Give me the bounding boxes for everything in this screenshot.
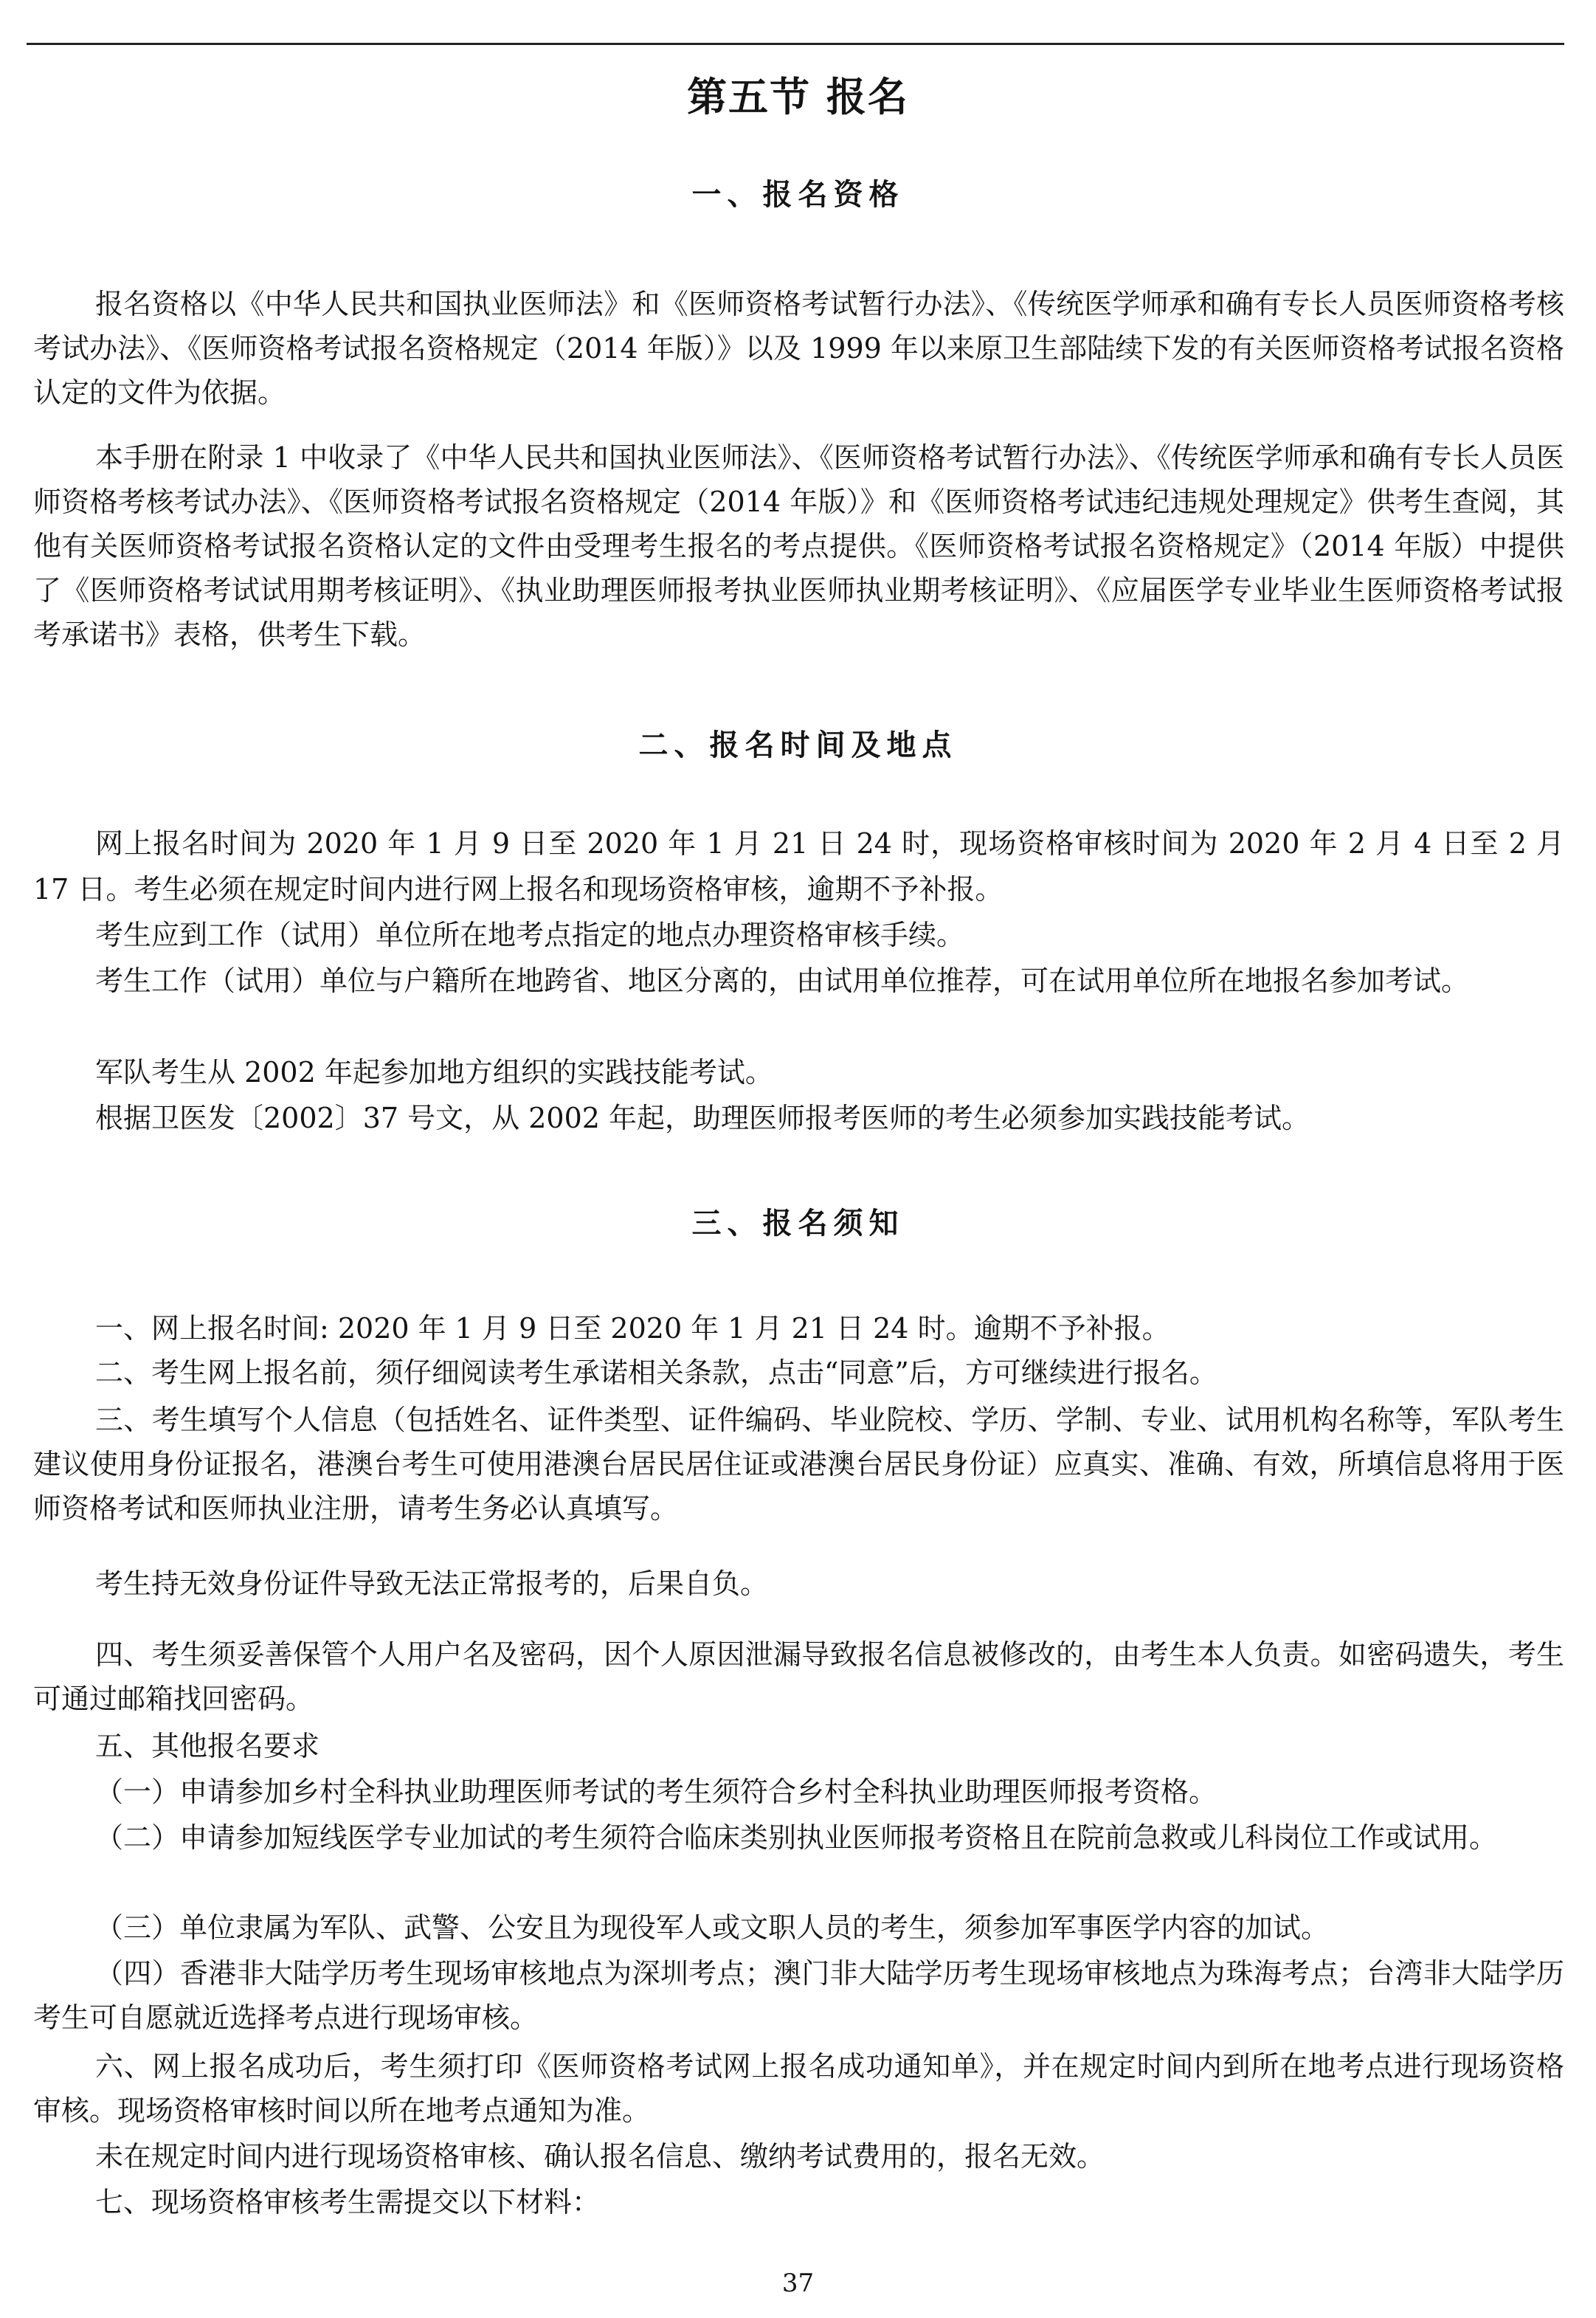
paragraph: 六、网上报名成功后，考生须打印《医师资格考试网上报名成功通知单》，并在规定时间内到所在地考点进行现场资格审核。现场资格审核时间以所在地考点通知为准。: [33, 2050, 1564, 2127]
paragraph: 根据卫医发〔2002〕37 号文，从 2002 年起，助理医师报考医师的考生必须参加实践技能考试。: [95, 1102, 1310, 1134]
paragraph: 网上报名时间为 2020 年 1 月 9 日至 2020 年 1 月 21 日 24 时，现场资格审核时间为 2020 年 2 月 4 日至 2 月 17 日。考生必须在规定时间内进行网上报名和现场资格审核，逾期不予补报。: [33, 827, 1564, 906]
paragraph: （一）申请参加乡村全科执业助理医师考试的考生须符合乡村全科执业助理医师报考资格。: [95, 1776, 1217, 1808]
paragraph: 七、现场资格审核考生需提交以下材料：: [95, 2186, 601, 2218]
paragraph: （二）申请参加短线医学专业加试的考生须符合临床类别执业医师报考资格且在院前急救或儿科岗位工作或试用。: [95, 1821, 1498, 1854]
paragraph: 五、其他报名要求: [95, 1730, 320, 1762]
paragraph: 报名资格以《中华人民共和国执业医师法》和《医师资格考试暂行办法》、《传统医学师承和确有专长人员医师资格考核考试办法》、《医师资格考试报名资格规定（2014 年版）》以及 1999 年以来原卫生部陆续下发的有关医师资格考试报名资格认定的文件为依据。: [33, 288, 1564, 409]
paragraph: 军队考生从 2002 年起参加地方组织的实践技能考试。: [95, 1056, 773, 1089]
page-number: 37: [781, 2269, 815, 2298]
section-heading-time-place: 二、报名时间及地点: [638, 728, 958, 762]
paragraph: 三、考生填写个人信息（包括姓名、证件类型、证件编码、毕业院校、学历、学制、专业、试用机构名称等，军队考生建议使用身份证报名，港澳台考生可使用港澳台居民居住证或港澳台居民身份证）应真实、准确、有效，所填信息将用于医师资格考试和医师执业注册，请考生务必认真填写。: [33, 1404, 1564, 1525]
paragraph: 考生工作（试用）单位与户籍所在地跨省、地区分离的，由试用单位推荐，可在试用单位所在地报名参加考试。: [95, 965, 1470, 997]
paragraph: 本手册在附录 1 中收录了《中华人民共和国执业医师法》、《医师资格考试暂行办法》、《传统医学师承和确有专长人员医师资格考核考试办法》、《医师资格考试报名资格规定（2014 年版）》和《医师资格考试违纪违规处理规定》供考生查阅，其他有关医师资格考试报名资格认定的文件由受理考生报名的考点提供。《医师资格考试报名资格规定》（2014 年版）中提供了《医师资格考试试用期考核证明》、《执业助理医师报考执业医师执业期考核证明》、《应届医学专业毕业生医师资格考试报考承诺书》表格，供考生下载。: [33, 441, 1564, 651]
header-rule: [27, 43, 1564, 45]
paragraph: 考生持无效身份证件导致无法正常报考的，后果自负。: [95, 1567, 769, 1600]
section-heading-notice: 三、报名须知: [691, 1206, 905, 1241]
paragraph: 未在规定时间内进行现场资格审核、确认报名信息、缴纳考试费用的，报名无效。: [95, 2140, 1105, 2173]
paragraph: 二、考生网上报名前，须仔细阅读考生承诺相关条款，点击“同意”后，方可继续进行报名。: [95, 1356, 1217, 1389]
paragraph: （三）单位隶属为军队、武警、公安且为现役军人或文职人员的考生，须参加军事医学内容的加试。: [95, 1911, 1330, 1944]
paragraph: （四）香港非大陆学历考生现场审核地点为深圳考点；澳门非大陆学历考生现场审核地点为珠海考点；台湾非大陆学历考生可自愿就近选择考点进行现场审核。: [33, 1957, 1564, 2034]
section-heading-qualification: 一、报名资格: [691, 177, 905, 212]
chapter-title: 第五节 报名: [687, 74, 909, 120]
paragraph: 考生应到工作（试用）单位所在地考点指定的地点办理资格审核手续。: [95, 919, 965, 951]
paragraph: 一、网上报名时间: 2020 年 1 月 9 日至 2020 年 1 月 21 日 24 时。逾期不予补报。: [95, 1312, 1170, 1345]
paragraph: 四、考生须妥善保管个人用户名及密码，因个人原因泄漏导致报名信息被修改的，由考生本人负责。如密码遗失，考生可通过邮箱找回密码。: [33, 1638, 1564, 1715]
